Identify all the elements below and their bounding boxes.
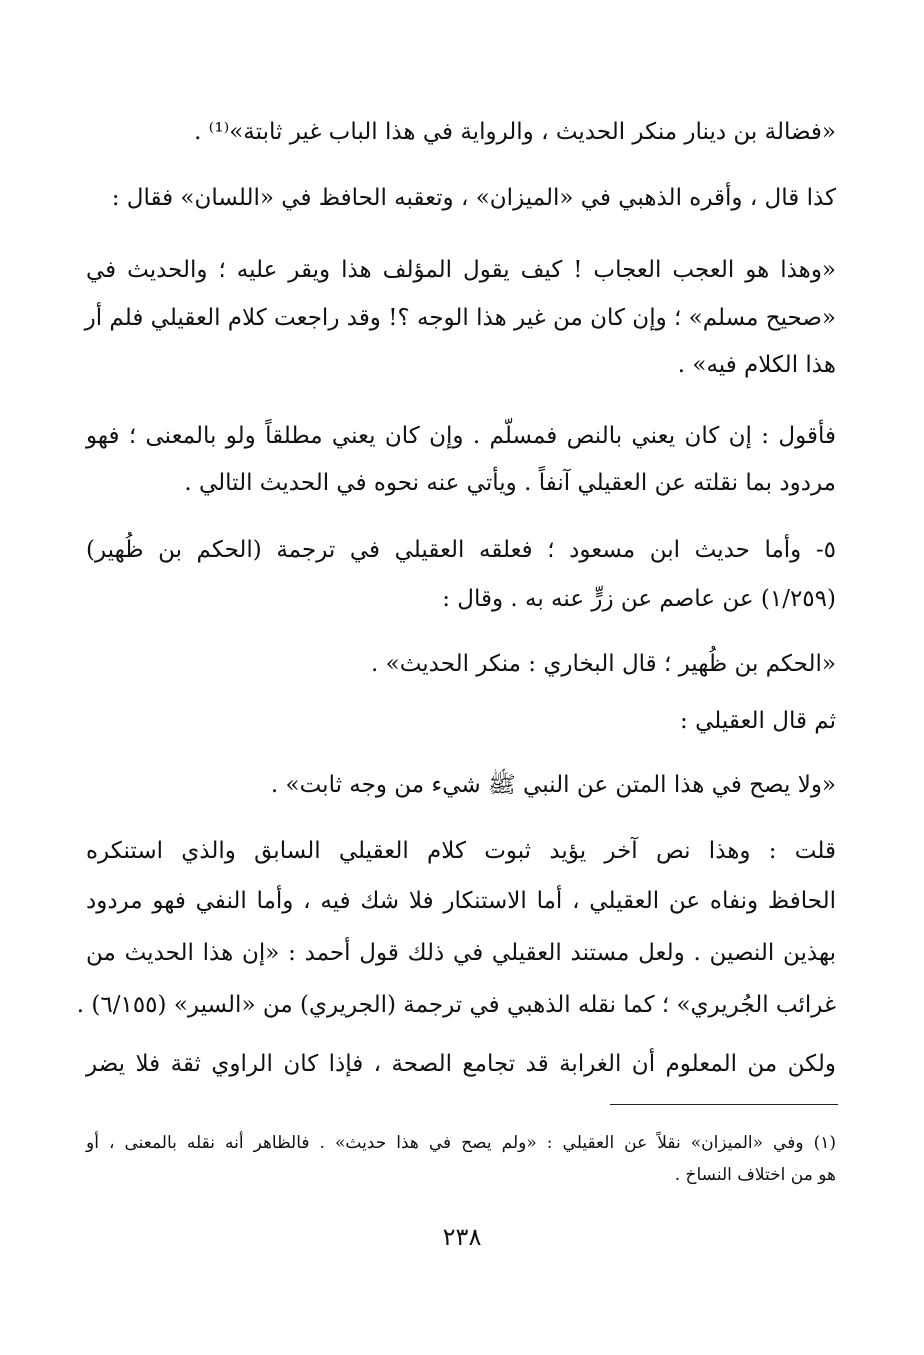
text-line: «وهذا هو العجب العجاب ! كيف يقول المؤلف هذا ويقر عليه ؛ والحديث في: [86, 257, 836, 283]
text-line: «الحكم بن ظُهير ؛ قال البخاري : منكر الحديث» .: [371, 651, 836, 677]
text-line: غرائب الجُريري» ؛ كما نقله الذهبي في ترجمة (الجريري) من «السير» (٦/١٥٥) .: [76, 992, 836, 1018]
text-line: «فضالة بن دينار منكر الحديث ، والرواية في هذا الباب غير ثابتة»⁽¹⁾ .: [194, 119, 836, 145]
footnote-line: (١) وفي «الميزان» نقلاً عن العقيلي : «ولم يصح في هذا حديث» . فالظاهر أنه نقله بالمعنى ، أو: [86, 1133, 836, 1153]
text-line: ٥- وأما حديث ابن مسعود ؛ فعلقه العقيلي في ترجمة (الحكم بن ظُهير): [86, 537, 836, 563]
text-line: كذا قال ، وأقره الذهبي في «الميزان» ، وتعقبه الحافظ في «اللسان» فقال :: [111, 185, 836, 211]
page-number: ٢٣٨: [442, 1223, 482, 1251]
text-line: «ولا يصح في هذا المتن عن النبي ﷺ شيء من وجه ثابت» .: [270, 772, 836, 798]
footnote-line: هو من اختلاف النساخ .: [674, 1165, 836, 1185]
text-line: هذا الكلام فيه» .: [677, 352, 836, 378]
text-line: فأقول : إن كان يعني بالنص فمسلّم . وإن كان يعني مطلقاً ولو بالمعنى ؛ فهو: [86, 423, 836, 449]
text-line: مردود بما نقلته عن العقيلي آنفاً . ويأتي عنه نحوه في الحديث التالي .: [184, 470, 836, 496]
text-line: بهذين النصين . ولعل مستند العقيلي في ذلك قول أحمد : «إن هذا الحديث من: [86, 940, 836, 966]
footnote-separator: [610, 1104, 838, 1105]
text-line: (١/٢٥٩) عن عاصم عن زرٍّ عنه به . وقال :: [442, 586, 836, 612]
text-line: «صحيح مسلم» ؛ وإن كان من غير هذا الوجه ؟! وقد راجعت كلام العقيلي فلم أر: [84, 305, 836, 331]
text-line: الحافظ ونفاه عن العقيلي ، أما الاستنكار فلا شك فيه ، وأما النفي فهو مردود: [86, 888, 836, 914]
text-line: قلت : وهذا نص آخر يؤيد ثبوت كلام العقيلي السابق والذي استنكره: [86, 838, 836, 864]
text-line: ولكن من المعلوم أن الغرابة قد تجامع الصحة ، فإذا كان الراوي ثقة فلا يضر: [86, 1051, 836, 1077]
text-line: ثم قال العقيلي :: [680, 708, 836, 734]
